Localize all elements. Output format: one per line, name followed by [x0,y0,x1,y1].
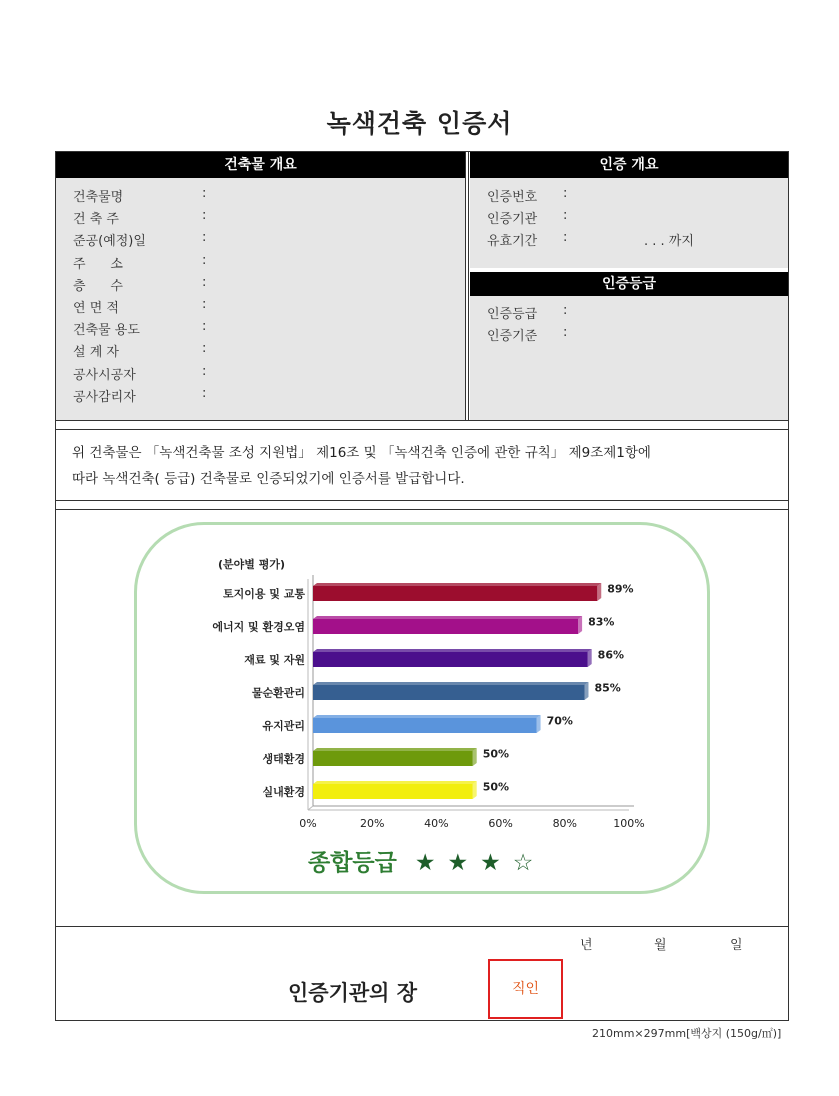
cert-field-0-label: 인증번호 [487,190,538,205]
date-day: 일 [730,938,743,953]
chart-x-tick-5: 100% [613,817,645,830]
building-field-9-colon: : [202,385,207,401]
chart-bar-6 [313,784,473,799]
building-field-2-label: 준공(예정)일 [73,234,146,250]
official-seal-box: 직인 [488,959,563,1019]
cert-field-2-colon: : [563,230,568,245]
chart-bar-side-2 [588,649,592,667]
chart-title: (분야별 평가) [218,558,286,571]
chart-x-tick-3: 60% [488,817,513,830]
notice-line-1: 위 건축물은 「녹색건축물 조성 지원법」 제16조 및 「녹색건축 인증에 관한 규칙」 제9조제1항에 [72,445,651,461]
chart-category-label-3: 물순환관리 [251,686,305,700]
overall-grade [308,844,535,877]
certificate-title: 녹색건축 인증서 [326,109,513,138]
chart-bar-top-2 [313,649,592,652]
chart-bar-5 [313,751,473,766]
building-field-7-colon: : [202,341,207,357]
chart-axis-depth [308,806,313,810]
chart-bar-1 [313,619,578,634]
chart-category-label-5: 생태환경 [262,752,305,766]
chart-bar-4 [313,718,537,733]
building-field-9-label: 공사감리자 [73,389,136,405]
chart-bar-top-6 [313,781,477,784]
chart-x-tick-2: 40% [424,817,449,830]
chart-value-label-3: 85% [594,681,621,695]
chart-bar-top-5 [313,748,477,751]
building-field-0-label: 건축물명 [73,190,124,205]
chart-bar-top-1 [313,616,582,619]
chart-bar-top-4 [313,715,541,718]
building-field-4-label: 층 수 [73,278,123,294]
grade-header: 인증등급 [470,272,788,296]
cert-field-0-colon: : [563,186,568,201]
validity-suffix: . . . 까지 [644,234,694,249]
building-overview-header: 건축물 개요 [56,152,465,178]
building-field-2-colon: : [202,230,207,246]
building-field-1-label: 건 축 주 [73,212,119,228]
building-field-6-label: 건축물 용도 [73,323,140,339]
grade-field-1-label: 인증기준 [487,329,538,344]
date-year: 년 [580,938,593,953]
grade-field-0-colon: : [563,303,568,318]
chart-x-tick-4: 80% [552,817,578,830]
building-field-7-label: 설 계 자 [73,345,119,361]
paper-spec-footer: 210mm×297mm[백상지 (150g/㎡)] [592,1027,782,1040]
chart-category-label-4: 유지관리 [262,719,305,733]
chart-x-tick-1: 20% [359,817,385,830]
cert-overview-header: 인증 개요 [470,152,788,178]
cert-field-1-label: 인증기관 [487,212,538,227]
grade-field-0-label: 인증등급 [487,307,538,322]
chart-value-label-5: 50% [482,747,510,761]
chart-bar-side-0 [597,583,601,601]
chart-bar-top-0 [313,583,601,586]
chart-category-label-1: 에너지 및 환경오염 [212,620,305,634]
building-field-1-colon: : [202,208,207,224]
overall-grade-stars: ★ ★ ★ ☆ [414,850,536,876]
chart-category-label-0: 토지이용 및 교통 [222,587,305,601]
chart-value-label-2: 86% [597,648,625,662]
chart-bar-2 [313,652,588,667]
chart-value-label-4: 70% [546,714,573,728]
chart-category-label-2: 재료 및 자원 [244,653,305,667]
building-field-4-colon: : [202,274,207,290]
building-field-8-label: 공사시공자 [73,367,136,383]
building-field-3-colon: : [202,252,207,268]
chart-bar-top-3 [313,682,588,685]
chart-bar-side-3 [584,682,588,700]
chart-bar-0 [313,586,597,601]
building-field-6-colon: : [202,319,207,335]
issuer-title: 인증기관의 장 [288,981,418,1005]
chart-bar-side-1 [578,616,582,634]
chart-value-label-0: 89% [607,582,634,596]
building-field-3-label: 주 소 [73,256,123,272]
chart-bar-side-5 [473,748,477,766]
chart-x-tick-0: 0% [299,817,317,830]
date-month: 월 [654,938,667,953]
building-field-5-colon: : [202,297,207,312]
chart-value-label-1: 83% [588,615,615,629]
bottom-rule [56,926,788,927]
grade-field-1-colon: : [563,325,568,340]
chart-value-label-6: 50% [482,780,510,794]
chart-bar-side-4 [537,715,541,733]
cert-field-1-colon: : [563,208,568,223]
cert-field-2-label: 유효기간 [487,234,538,249]
building-field-8-colon: : [202,363,207,379]
chart-category-label-6: 실내환경 [262,785,305,799]
chart-bar-side-6 [473,781,477,799]
building-field-5-label: 연 면 적 [73,301,119,316]
building-field-0-colon: : [202,186,207,201]
notice-line-2: 따라 녹색건축( 등급) 건축물로 인증되었기에 인증서를 발급합니다. [72,471,465,487]
overall-grade-label: 종합등급 [308,850,397,876]
chart-bar-3 [313,685,584,700]
